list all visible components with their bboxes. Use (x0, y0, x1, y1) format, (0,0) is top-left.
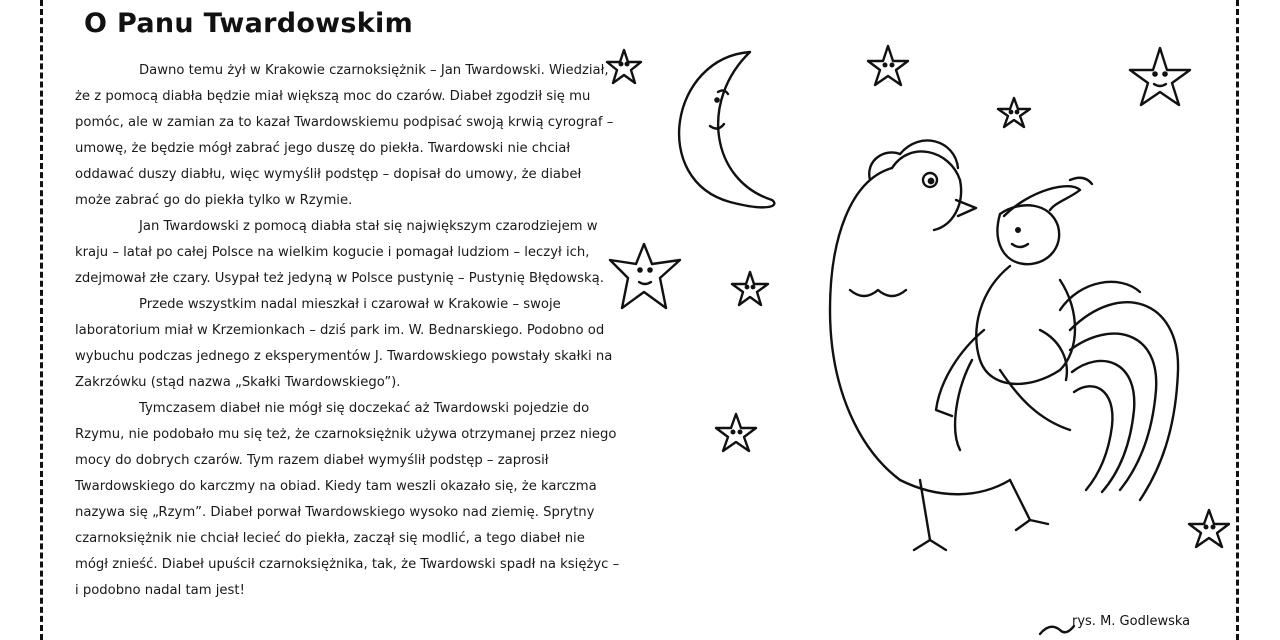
star-icon (1130, 48, 1190, 105)
paragraph-1: Dawno temu żył w Krakowie czarnoksiężnik – Jan Twardowski. Wiedział, że z pomocą diabła będzie miał większą moc do czarów. Diabeł zgodził się mu pomóc, ale w zamian za to kazał Twardowskiemu podpisać swoją krwią cyrograf – umowę, że będzie mógł zabrać jego duszę do piekła. Twardowski nie chciał oddawać duszy diabłu, więc wymyślił podstęp – dopisał do umowy, że diabeł może zabrać go do piekła tylko w Rzymie. (75, 63, 614, 208)
star-icon (610, 244, 680, 308)
star-icon (607, 50, 641, 83)
star-icon (732, 272, 768, 305)
illustration-credit: rys. M. Godlewska (1072, 614, 1191, 629)
star-icon (716, 414, 756, 451)
paragraph-3: Przede wszystkim nadal mieszkał i czarował w Krakowie – swoje laboratorium miał w Krzemionkach – dziś park im. W. Bednarskiego. Podobno od wybuchu podczas jednego z eksperymentów J. Twardowskiego powstały skałki na Zakrzówku (stąd nazwa „Skałki Twardowskiego”). (75, 297, 613, 390)
star-icon (1189, 510, 1229, 547)
star-icon (868, 46, 908, 85)
moon-icon (679, 52, 774, 207)
paragraph-4: Tymczasem diabeł nie mógł się doczekać aż Twardowski pojedzie do Rzymu, nie podobało mu się też, że czarnoksiężnik używa otrzymanej przez niego mocy do dobrych czarów. Tym razem diabeł wymyślił podstęp – zaprosił Twardowskiego do karczmy na obiad. Kiedy tam weszli okazało się, że karczma nazywa się „Rzym”. Diabeł porwał Twardowskiego wysoko nad ziemię. Sprytny czarnoksiężnik nie chciał lecieć do piekła, zaczął się modlić, a tego diabeł nie mógł znieść. Diabeł upuścił czarnoksiężnika, tak, że Twardowski spadł na księżyc – i podobno nadal tam jest! (75, 401, 620, 598)
star-icon (998, 98, 1030, 127)
page-title: O Panu Twardowskim (84, 8, 414, 39)
story-text (75, 58, 620, 604)
rooster-icon (830, 140, 1178, 550)
twardowski-icon (936, 178, 1092, 450)
signature-icon (1040, 626, 1074, 634)
cut-line-left (40, 0, 43, 640)
twardowski-on-rooster-illustration (600, 30, 1240, 640)
paragraph-2: Jan Twardowski z pomocą diabła stał się największym czarodziejem w kraju – latał po całej Polsce na wielkim kogucie i pomagał ludziom – leczył ich, zdejmował złe czary. Usypał też jedyną w Polsce pustynię – Pustynię Błędowską. (75, 219, 604, 286)
